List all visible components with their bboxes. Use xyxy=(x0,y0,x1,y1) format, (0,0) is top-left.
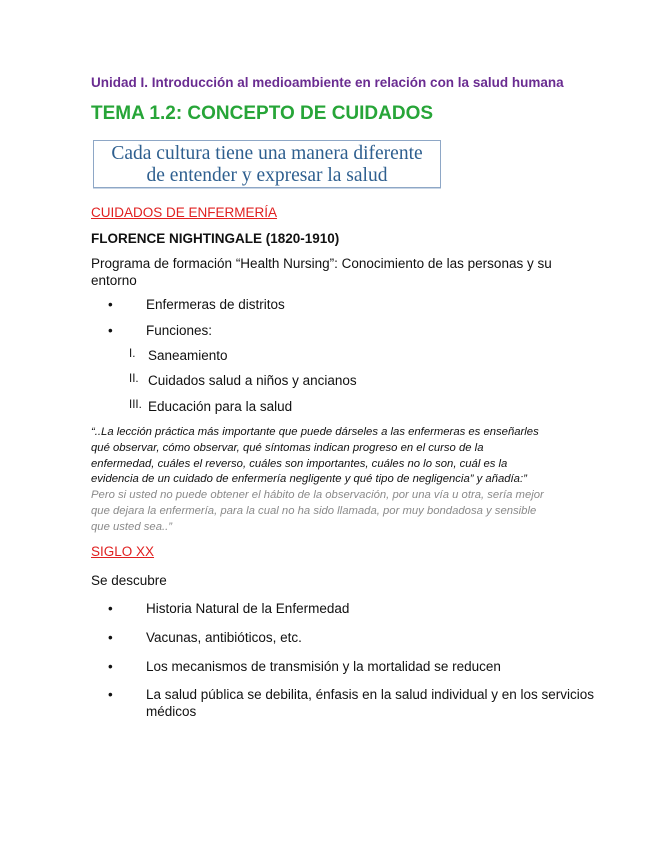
roman-numeral: II. xyxy=(129,373,139,385)
unit-heading: Unidad I. Introducción al medioambiente en relación con la salud humana xyxy=(91,75,564,90)
quote-line: Pero si usted no puede obtener el hábito de la observación, por una vía u otra, sería mejor xyxy=(91,489,544,502)
roman-numeral: I. xyxy=(129,348,136,360)
list-item xyxy=(108,629,608,647)
function-text: Saneamiento xyxy=(148,348,228,363)
program-paragraph xyxy=(91,255,552,289)
list-item-text-continued: médicos xyxy=(146,704,197,719)
bullet-symbol: • xyxy=(108,659,113,674)
program-line-2: entorno xyxy=(91,273,137,288)
list-item-text: Los mecanismos de transmisión y la mortalidad se reducen xyxy=(146,659,501,674)
list-item-text: Funciones: xyxy=(146,323,213,338)
quote-line: evidencia de un cuidado de enfermería negligente y qué tipo de negligencia” y añadía:” xyxy=(91,473,527,486)
section-title-cuidados: CUIDADOS DE ENFERMERÍA xyxy=(91,205,278,220)
list-item xyxy=(108,600,608,618)
function-item xyxy=(129,348,529,366)
list-item-text: Enfermeras de distritos xyxy=(146,297,285,312)
banner-line-2: de entender y expresar la salud xyxy=(146,165,388,186)
bullet-symbol: • xyxy=(108,630,113,645)
bullet-symbol: • xyxy=(108,687,113,702)
quote-line: que usted sea..” xyxy=(91,520,173,533)
function-item xyxy=(129,373,529,391)
quote-line: qué observar, cómo observar, qué síntomas indican progreso en el curso de la xyxy=(91,441,484,454)
bullet-symbol: • xyxy=(108,601,113,616)
list-item xyxy=(108,322,608,340)
topic-title: TEMA 1.2: CONCEPTO DE CUIDADOS xyxy=(91,103,434,124)
quote-line: que dejara la enfermería, para la cual no ha sido llamada, por muy bondadosa y sensible xyxy=(91,504,537,517)
function-item xyxy=(129,399,529,417)
list-item-text: Historia Natural de la Enfermedad xyxy=(146,601,350,616)
function-text: Educación para la salud xyxy=(148,399,293,414)
banner-line-1: Cada cultura tiene una manera diferente xyxy=(111,143,423,164)
list-item xyxy=(108,296,608,314)
quote-line: “..La lección práctica más importante que puede dárseles a las enfermeras es enseñarles xyxy=(91,426,539,438)
list-item xyxy=(108,686,608,722)
culture-banner xyxy=(93,140,441,188)
list-item xyxy=(108,658,608,676)
list-item-text: Vacunas, antibióticos, etc. xyxy=(146,630,302,645)
discovery-intro: Se descubre xyxy=(91,573,167,588)
bullet-symbol: • xyxy=(108,297,113,312)
section-title-siglo: SIGLO XX xyxy=(91,544,155,559)
nightingale-quote xyxy=(91,425,571,536)
function-text: Cuidados salud a niños y ancianos xyxy=(148,373,357,388)
person-heading: FLORENCE NIGHTINGALE (1820-1910) xyxy=(91,231,340,246)
list-item-text: La salud pública se debilita, énfasis en la salud individual y en los servicios xyxy=(146,687,595,702)
roman-numeral: III. xyxy=(129,399,142,411)
program-line-1: Programa de formación “Health Nursing”: Conocimiento de las personas y su xyxy=(91,256,552,271)
quote-line: enfermedad, cuáles el reverso, cuáles son importantes, cuáles no lo son, cuál es la xyxy=(91,457,508,470)
bullet-symbol: • xyxy=(108,323,113,338)
